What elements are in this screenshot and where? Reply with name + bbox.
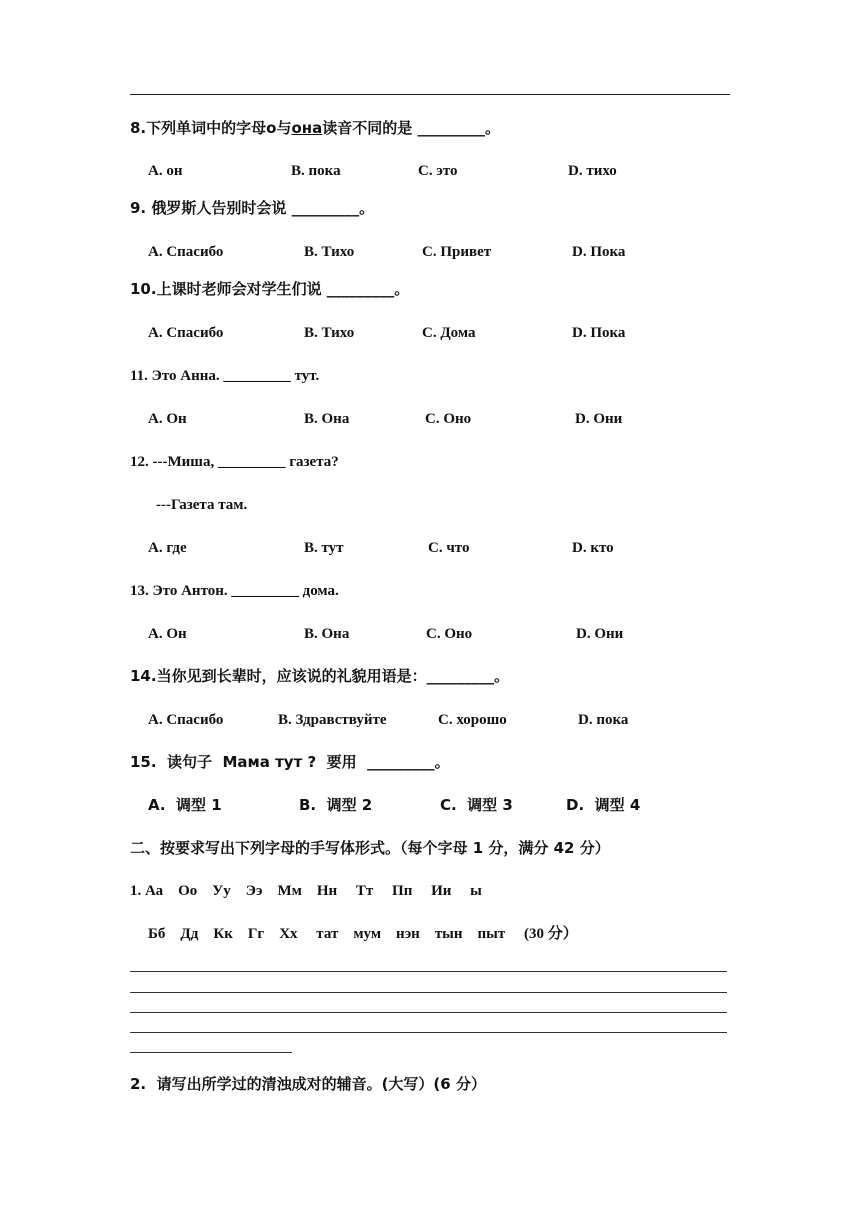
answer-line-5[interactable] — [130, 1052, 292, 1053]
q11-option-c[interactable]: C. Оно — [425, 411, 472, 427]
task-2: 2. 请写出所学过的清浊成对的辅音。(大写）(6 分） — [130, 1075, 486, 1093]
q10-option-b[interactable]: B. Тихо — [304, 325, 355, 341]
task-1-letters-line-2: Бб Дд Кк Гг Хх тат мум нэн тын пыт (30 分） — [148, 926, 578, 942]
q12-option-a[interactable]: A. где — [148, 540, 187, 556]
q15-option-c[interactable]: C. 调型 3 — [440, 796, 513, 814]
q14-option-a[interactable]: A. Спасибо — [148, 712, 224, 728]
q9-option-a[interactable]: A. Спасибо — [148, 244, 224, 260]
top-rule — [130, 94, 730, 95]
q8-option-a[interactable]: A. он — [148, 163, 183, 179]
task-1-letters-line-1: 1. Аа Оо Уу Ээ Мм Нн Тт Пп Ии ы — [130, 883, 482, 899]
question-8: 8.下列单词中的字母о与она读音不同的是 _________。 — [130, 119, 500, 137]
q11-option-b[interactable]: B. Она — [304, 411, 350, 427]
answer-line-2[interactable] — [130, 992, 727, 993]
q9-option-d[interactable]: D. Пока — [572, 244, 626, 260]
question-13: 13. Это Антон. _________ дома. — [130, 583, 339, 599]
q10-option-c[interactable]: C. Дома — [422, 325, 476, 341]
question-10: 10.上课时老师会对学生们说 _________。 — [130, 280, 410, 298]
q13-option-d[interactable]: D. Они — [576, 626, 624, 642]
q15-option-a[interactable]: A. 调型 1 — [148, 796, 222, 814]
question-11: 11. Это Анна. _________ тут. — [130, 368, 320, 384]
q11-option-a[interactable]: A. Он — [148, 411, 187, 427]
q10-option-a[interactable]: A. Спасибо — [148, 325, 224, 341]
q15-option-b[interactable]: B. 调型 2 — [299, 796, 373, 814]
question-15: 15. 读句子 Мама тут ? 要用 _________。 — [130, 753, 450, 771]
q14-option-d[interactable]: D. пока — [578, 712, 629, 728]
q10-option-d[interactable]: D. Пока — [572, 325, 626, 341]
q13-option-a[interactable]: A. Он — [148, 626, 187, 642]
answer-line-1[interactable] — [130, 971, 727, 972]
answer-line-4[interactable] — [130, 1032, 727, 1033]
section-2-heading: 二、按要求写出下列字母的手写体形式。（每个字母 1 分，满分 42 分） — [130, 839, 610, 857]
q9-option-c[interactable]: C. Привет — [422, 244, 492, 260]
q12-option-b[interactable]: B. тут — [304, 540, 344, 556]
q9-option-b[interactable]: B. Тихо — [304, 244, 355, 260]
q12-option-c[interactable]: C. что — [428, 540, 470, 556]
q14-option-b[interactable]: B. Здравствуйте — [278, 712, 387, 728]
q14-option-c[interactable]: C. хорошо — [438, 712, 507, 728]
q12-option-d[interactable]: D. кто — [572, 540, 614, 556]
question-14: 14.当你见到长辈时，应该说的礼貌用语是：_________。 — [130, 667, 510, 685]
question-12-reply: ---Газета там. — [156, 497, 248, 513]
answer-line-3[interactable] — [130, 1012, 727, 1013]
question-12: 12. ---Миша, _________ газета? — [130, 454, 339, 470]
q13-option-b[interactable]: B. Она — [304, 626, 350, 642]
question-9: 9. 俄罗斯人告别时会说 _________。 — [130, 199, 375, 217]
q8-option-b[interactable]: B. пока — [291, 163, 341, 179]
q11-option-d[interactable]: D. Они — [575, 411, 623, 427]
q15-option-d[interactable]: D. 调型 4 — [566, 796, 641, 814]
q13-option-c[interactable]: C. Оно — [426, 626, 473, 642]
q8-option-c[interactable]: C. это — [418, 163, 458, 179]
q8-option-d[interactable]: D. тихо — [568, 163, 617, 179]
